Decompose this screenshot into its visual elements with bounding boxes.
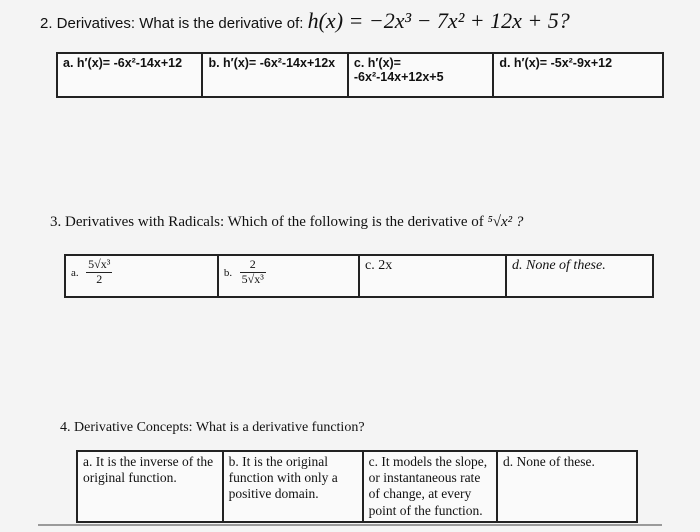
question-3-heading: [50, 214, 523, 231]
question-3-text: 3. Derivatives with Radicals: Which of the following is the derivative of: [50, 214, 484, 230]
question-2-text: 2. Derivatives: What is the derivative of:: [40, 15, 304, 32]
question-2-heading: [40, 8, 570, 34]
q3-option-a-denominator: 2: [96, 271, 103, 286]
q3-option-b-denominator: 5√x³: [241, 271, 264, 286]
q2-option-b[interactable]: b. h′(x)= -6x²-14x+12x: [202, 53, 347, 97]
q2-option-d[interactable]: d. h′(x)= -5x²-9x+12: [493, 53, 663, 97]
q3-option-a-numerator: 5√x³: [88, 257, 111, 271]
question-2-function: h(x) = −2x³ − 7x² + 12x + 5?: [307, 8, 570, 33]
q3-option-b[interactable]: [218, 255, 359, 297]
q4-option-a[interactable]: a. It is the inverse of the original function.: [77, 451, 223, 522]
question-4-heading: 4. Derivative Concepts: What is a derivative function?: [60, 420, 365, 435]
q3-option-c[interactable]: c. 2x: [359, 255, 506, 297]
q3-option-a[interactable]: [65, 255, 218, 297]
q3-option-b-fraction: [240, 258, 266, 287]
q3-option-a-label: a.: [71, 266, 79, 279]
q4-option-b[interactable]: b. It is the original function with only a positive domain.: [223, 451, 363, 522]
question-4-options-table: [76, 450, 638, 523]
question-3-options-table: [64, 254, 654, 298]
q2-option-c[interactable]: c. h′(x)= -6x²-14x+12x+5: [348, 53, 493, 97]
q3-option-b-numerator: 2: [240, 258, 266, 273]
question-2-options-table: [56, 52, 664, 98]
q3-option-a-fraction: [86, 258, 112, 287]
q2-option-a[interactable]: a. h′(x)= -6x²-14x+12: [57, 53, 202, 97]
question-3-expression: ⁵√x² ?: [487, 214, 524, 230]
bottom-divider: [38, 524, 662, 526]
q3-option-b-label: b.: [223, 266, 233, 279]
q3-option-d[interactable]: d. None of these.: [506, 255, 653, 297]
q4-option-c[interactable]: c. It models the slope, or instantaneous rate of change, at every point of the function.: [363, 451, 497, 522]
q4-option-d[interactable]: d. None of these.: [497, 451, 637, 522]
